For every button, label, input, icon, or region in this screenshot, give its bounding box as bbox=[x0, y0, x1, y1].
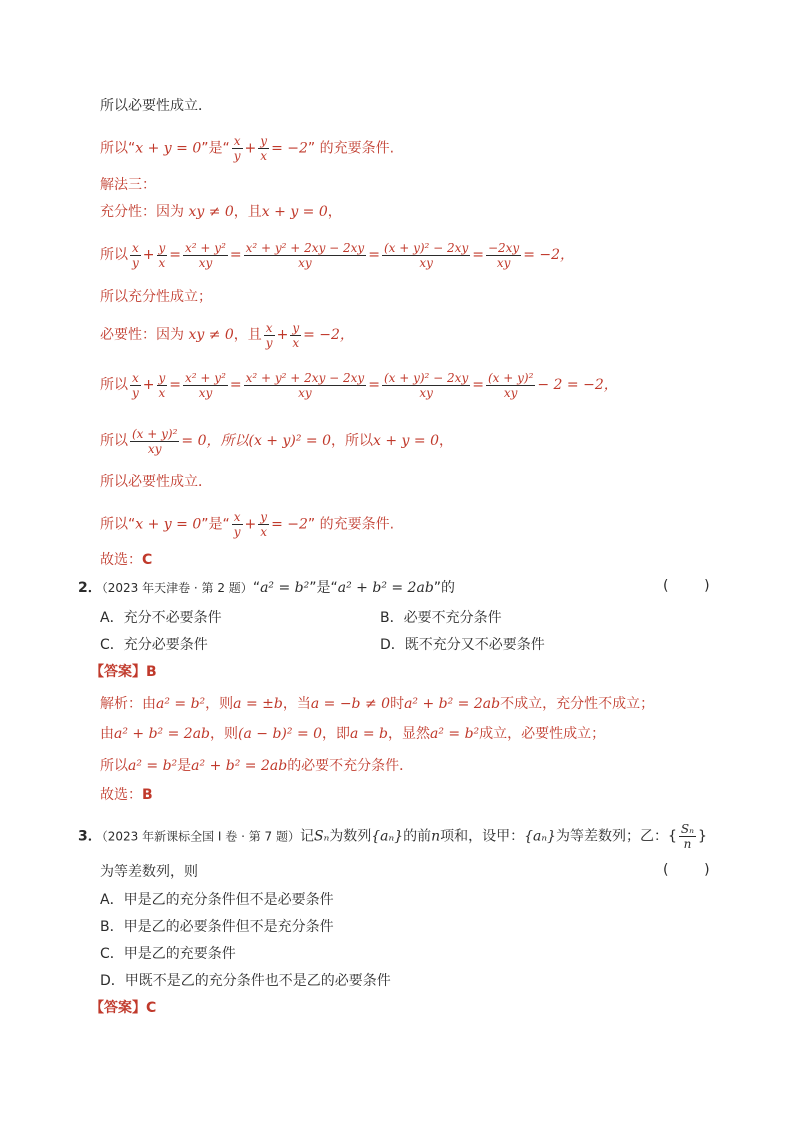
fraction bbox=[290, 321, 301, 350]
option-d bbox=[380, 635, 545, 655]
answer-label bbox=[90, 998, 156, 1018]
text: 所以必要性成立． bbox=[100, 474, 212, 490]
brace: } bbox=[697, 828, 707, 845]
answer-text: 【答案】C bbox=[90, 1000, 157, 1016]
frac-num: x² + y² bbox=[185, 370, 226, 385]
text: 所以 bbox=[100, 247, 128, 263]
frac-num: y bbox=[158, 240, 166, 255]
text: ，则 bbox=[205, 696, 234, 712]
frac-den: xy bbox=[496, 255, 511, 270]
frac-den: x bbox=[260, 525, 268, 539]
text: ，且 bbox=[233, 204, 262, 220]
option-text: C．充分必要条件 bbox=[100, 637, 208, 653]
text: ，显然 bbox=[387, 726, 430, 742]
question-source: （2023 年天津卷 · 第 2 题） bbox=[101, 581, 253, 595]
math-expr: xy ≠ 0 bbox=[188, 204, 234, 220]
option-a bbox=[100, 608, 222, 628]
question-stem-cont bbox=[100, 862, 198, 882]
frac-num: Sₙ bbox=[680, 822, 694, 836]
text: 为等差数列；乙： bbox=[555, 828, 668, 845]
text: 所以 bbox=[100, 433, 128, 449]
text: ”是“ bbox=[309, 580, 338, 596]
fraction bbox=[244, 241, 367, 270]
text: ， bbox=[439, 433, 453, 449]
math-expr: {aₙ} bbox=[524, 828, 556, 845]
answer-blank: ( ) bbox=[663, 578, 710, 594]
derivation-line bbox=[100, 426, 453, 456]
math-expr: = −2 bbox=[271, 516, 308, 533]
quote-close: ” 的充要条件. bbox=[307, 140, 395, 157]
quote-open: 所以“ bbox=[100, 140, 136, 157]
math-expr: (x + y)² = 0 bbox=[248, 433, 332, 449]
text: 记 bbox=[299, 828, 314, 845]
text: 充分性：因为 bbox=[100, 204, 184, 220]
analysis-line bbox=[100, 694, 654, 714]
text: 为数列 bbox=[329, 828, 372, 845]
math-expr: x + y = 0 bbox=[135, 516, 202, 533]
frac-den: y bbox=[233, 525, 241, 539]
text: 的必要不充分条件． bbox=[287, 758, 414, 774]
text-line bbox=[100, 287, 212, 307]
option-d bbox=[100, 971, 391, 991]
quote-close: ” 的充要条件. bbox=[307, 516, 395, 533]
answer-choice-line bbox=[100, 550, 152, 570]
frac-num: x bbox=[265, 320, 273, 335]
frac-den: x bbox=[158, 255, 166, 270]
method-heading bbox=[100, 175, 156, 195]
math-expr: xy ≠ 0 bbox=[188, 327, 234, 343]
frac-den: y bbox=[132, 385, 139, 400]
text: 的前 bbox=[403, 828, 432, 845]
text: ， bbox=[327, 204, 342, 220]
text-line bbox=[100, 96, 212, 116]
math-expr: a² = b² bbox=[128, 758, 178, 774]
text: 故选： bbox=[100, 787, 142, 803]
math-expr: = 0，所以 bbox=[181, 433, 249, 449]
frac-den: y bbox=[132, 255, 139, 270]
question-2 bbox=[78, 578, 455, 598]
math-expr: Sₙ bbox=[313, 828, 330, 845]
text: ，且 bbox=[233, 327, 262, 343]
math-expr: n bbox=[431, 828, 441, 845]
solution-text: 所以必要性成立． bbox=[100, 98, 212, 114]
frac-den: xy bbox=[198, 255, 213, 270]
fraction bbox=[130, 427, 179, 456]
frac-num: −2xy bbox=[487, 240, 520, 255]
frac-num: (x + y)² − 2xy bbox=[383, 370, 469, 385]
conclusion-line: 所以“x + y = 0”是“ $\frac{x}{y}$ + $\frac{y}{x}$ = −2” 的充要条件. bbox=[100, 510, 395, 539]
math-expr: a² = b² bbox=[260, 580, 310, 596]
fraction bbox=[258, 134, 269, 163]
frac-num: x² + y² + 2xy − 2xy bbox=[245, 240, 365, 255]
text: 时 bbox=[390, 696, 405, 712]
text-line bbox=[100, 472, 212, 492]
fraction bbox=[264, 321, 275, 350]
frac-num: (x + y)² bbox=[487, 370, 534, 385]
question-3 bbox=[78, 822, 707, 851]
frac-num: (x + y)² − 2xy bbox=[383, 240, 469, 255]
math-expr: a² + b² = 2ab bbox=[114, 726, 211, 742]
text: 所以 bbox=[100, 758, 128, 774]
text: ，即 bbox=[322, 726, 351, 742]
fraction bbox=[157, 371, 168, 400]
frac-den: x bbox=[292, 335, 300, 350]
question-number: 2． bbox=[78, 580, 102, 596]
frac-num: x² + y² + 2xy − 2xy bbox=[245, 370, 365, 385]
analysis-line bbox=[100, 756, 413, 776]
text: 所以充分性成立； bbox=[100, 289, 212, 305]
fraction bbox=[382, 241, 470, 270]
option-b bbox=[380, 608, 502, 628]
frac-num: x bbox=[233, 510, 241, 524]
text: 成立，必要性成立； bbox=[479, 726, 606, 742]
frac-num: y bbox=[260, 510, 268, 524]
math-expr: x + y = 0 bbox=[373, 433, 439, 449]
text: 是 bbox=[177, 758, 192, 774]
text: ”的 bbox=[433, 580, 456, 596]
brace: { bbox=[667, 828, 677, 845]
option-text: C．甲是乙的充要条件 bbox=[100, 946, 236, 962]
math-expr: a² + b² = 2ab bbox=[337, 580, 434, 596]
frac-num: y bbox=[260, 134, 268, 148]
quote-mid: ”是“ bbox=[201, 516, 230, 533]
option-b bbox=[100, 917, 334, 937]
fraction bbox=[258, 510, 269, 539]
math-expr: (a − b)² = 0 bbox=[238, 726, 323, 742]
text: ，则 bbox=[210, 726, 239, 742]
frac-num: x bbox=[132, 240, 139, 255]
fraction bbox=[486, 241, 521, 270]
fraction bbox=[130, 371, 141, 400]
fraction bbox=[232, 510, 243, 539]
frac-den: y bbox=[265, 335, 273, 350]
answer-label bbox=[90, 662, 157, 682]
frac-den: x bbox=[260, 149, 268, 163]
conclusion-line: 所以“x + y = 0”是“ $\frac{x}{y}$ + $\frac{y}{x}$ = −2” 的充要条件. bbox=[100, 134, 395, 163]
fraction bbox=[183, 241, 228, 270]
frac-den: xy bbox=[419, 255, 433, 270]
math-expr: x + y = 0 bbox=[261, 204, 328, 220]
text: 故选： bbox=[100, 552, 142, 568]
fraction bbox=[157, 241, 168, 270]
option-text: D．既不充分又不必要条件 bbox=[380, 637, 545, 653]
frac-den: x bbox=[158, 385, 166, 400]
fraction bbox=[232, 134, 243, 163]
text: 解析：由 bbox=[100, 696, 156, 712]
text: 所以 bbox=[100, 377, 128, 393]
frac-den: y bbox=[233, 149, 241, 163]
frac-num: y bbox=[158, 370, 166, 385]
option-text: A．充分不必要条件 bbox=[100, 610, 222, 626]
answer-letter: B bbox=[142, 787, 153, 803]
question-number: 3． bbox=[78, 828, 102, 845]
math-expr: a² = b² bbox=[156, 696, 206, 712]
frac-den: xy bbox=[419, 385, 433, 400]
frac-num: y bbox=[292, 320, 300, 335]
option-c bbox=[100, 635, 208, 655]
frac-den: n bbox=[683, 837, 692, 851]
derivation-line: 所以 $\frac{x}{y}$ + $\frac{y}{x}$ = $\frac{\text{x² + y²}}{xy}$ = $\frac{\text{x² + y² + 2xy − 2xy}}{xy}$ = $\frac{\text{(x + y)² − 2xy}}{xy}$ = $\frac{\text{(x + y)²}}{xy}$ − 2 = −2， bbox=[100, 370, 618, 400]
frac-den: xy bbox=[198, 385, 213, 400]
sufficiency-line bbox=[100, 202, 342, 222]
option-a bbox=[100, 890, 334, 910]
frac-num: x² + y² bbox=[185, 240, 226, 255]
math-expr: a² + b² = 2ab bbox=[191, 758, 288, 774]
option-text: B．甲是乙的必要条件但不是充分条件 bbox=[100, 919, 334, 935]
quote-open: 所以“ bbox=[100, 516, 136, 533]
derivation-line: 所以 $\frac{x}{y}$ + $\frac{y}{x}$ = $\frac{\text{x² + y²}}{xy}$ = $\frac{\text{x² + y² + 2xy − 2xy}}{xy}$ = $\frac{\text{(x + y)² − 2xy}}{xy}$ = $\frac{-2xy}{xy}$ = −2， bbox=[100, 240, 575, 270]
answer-text: 【答案】B bbox=[90, 664, 157, 680]
math-expr: a² = b² bbox=[429, 726, 480, 742]
text: 为等差数列，则 bbox=[100, 864, 198, 880]
answer-letter: C bbox=[142, 552, 153, 568]
text: 由 bbox=[100, 726, 114, 742]
text: 必要性：因为 bbox=[100, 327, 184, 343]
fraction bbox=[486, 371, 535, 400]
math-expr: {aₙ} bbox=[371, 828, 404, 845]
math-expr: = −2， bbox=[303, 327, 354, 343]
text: “ bbox=[252, 580, 261, 596]
option-c bbox=[100, 944, 236, 964]
fraction bbox=[244, 371, 367, 400]
math-expr: a = b bbox=[350, 726, 388, 742]
frac-num: x bbox=[132, 370, 139, 385]
option-text: A．甲是乙的充分条件但不是必要条件 bbox=[100, 892, 334, 908]
frac-num: x bbox=[233, 134, 241, 148]
text: ，所以 bbox=[331, 433, 374, 449]
math-expr: = −2 bbox=[271, 140, 308, 157]
fraction bbox=[183, 371, 228, 400]
question-source: （2023 年新课标全国 I 卷 · 第 7 题） bbox=[101, 829, 300, 844]
fraction bbox=[130, 241, 141, 270]
math-expr: a = ±b bbox=[233, 696, 283, 712]
frac-den: xy bbox=[298, 385, 312, 400]
option-text: B．必要不充分条件 bbox=[380, 610, 502, 626]
math-expr: − 2 = −2， bbox=[537, 377, 618, 393]
fraction bbox=[382, 371, 470, 400]
frac-den: xy bbox=[298, 255, 312, 270]
math-expr: = −2， bbox=[523, 247, 575, 263]
heading-text: 解法三： bbox=[100, 177, 156, 193]
fraction bbox=[679, 822, 696, 851]
answer-blank: ( ) bbox=[663, 862, 710, 878]
frac-num: (x + y)² bbox=[132, 426, 178, 441]
quote-mid: ”是“ bbox=[201, 140, 230, 157]
frac-den: xy bbox=[147, 441, 162, 456]
frac-den: xy bbox=[503, 385, 518, 400]
necessity-line: 必要性：因为 xy ≠ 0，且 $\frac{x}{y}$ + $\frac{y}{x}$ = −2， bbox=[100, 320, 354, 350]
answer-choice-line bbox=[100, 785, 153, 805]
text: ，当 bbox=[282, 696, 311, 712]
text: 项和，设甲： bbox=[440, 828, 525, 845]
math-expr: a = −b ≠ 0 bbox=[310, 696, 391, 712]
math-expr: a² + b² = 2ab bbox=[404, 696, 501, 712]
text: 不成立，充分性不成立； bbox=[500, 696, 655, 712]
math-expr: x + y = 0 bbox=[135, 140, 202, 157]
analysis-line bbox=[100, 724, 605, 744]
option-text: D．甲既不是乙的充分条件也不是乙的必要条件 bbox=[100, 973, 391, 989]
